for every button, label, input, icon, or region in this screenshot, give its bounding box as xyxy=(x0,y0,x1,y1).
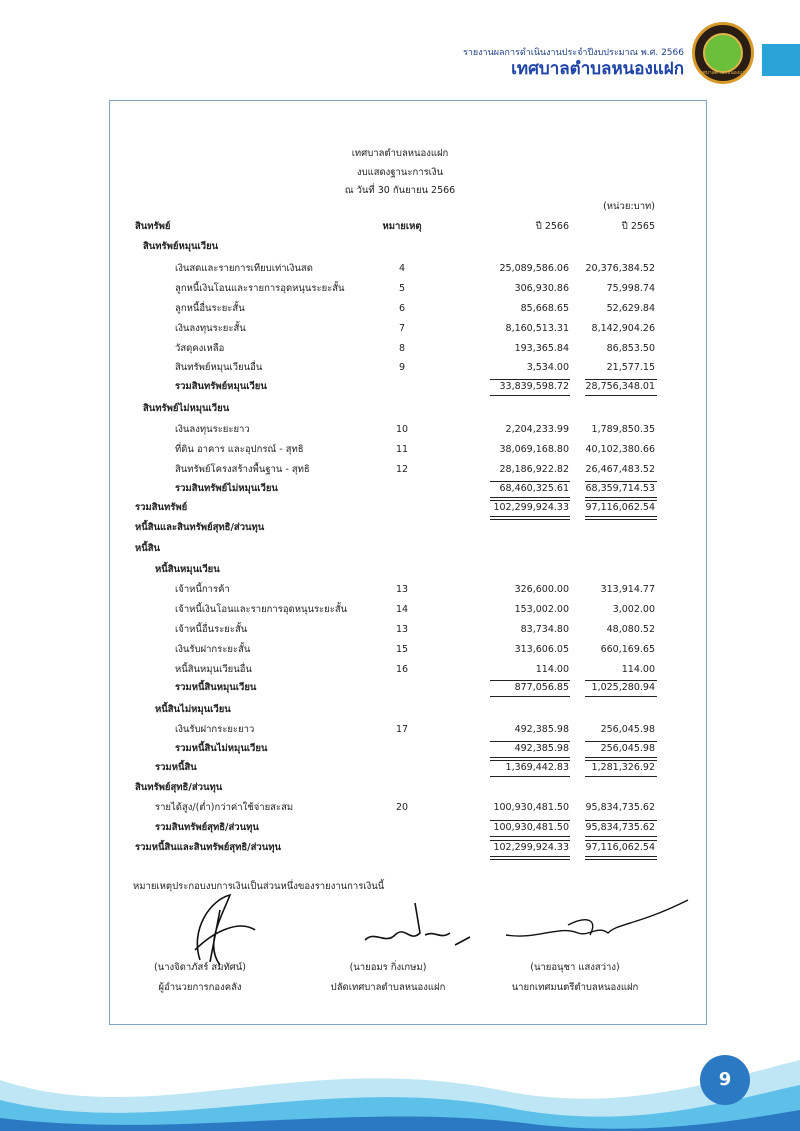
row-value-2566: 1,369,442.83 xyxy=(505,762,569,773)
statement-row xyxy=(0,603,800,617)
statement-title-date: ณ วันที่ 30 กันยายน 2566 xyxy=(344,185,456,196)
row-value-2565: 97,116,062.54 xyxy=(585,842,655,853)
row-value-2566: 83,734.80 xyxy=(520,624,569,635)
subtotal-rule xyxy=(490,379,570,380)
row-label: ลูกหนี้เงินโอนและรายการอุดหนุนระยะสั้น xyxy=(175,283,345,294)
page-number: 9 xyxy=(700,1055,750,1105)
row-label: รวมสินทรัพย์หมุนเวียน xyxy=(175,381,267,392)
row-label: รวมสินทรัพย์ไม่หมุนเวียน xyxy=(175,483,278,494)
row-note: 11 xyxy=(395,444,409,455)
row-value-2565: 48,080.52 xyxy=(606,624,655,635)
statement-row xyxy=(0,761,800,775)
row-label: เงินลงทุนระยะสั้น xyxy=(175,323,246,334)
subtotal-rule xyxy=(490,840,570,841)
statement-row xyxy=(0,663,800,677)
subtotal-rule xyxy=(585,481,657,482)
row-note: 13 xyxy=(395,584,409,595)
row-value-2565: 8,142,904.26 xyxy=(591,323,655,334)
row-value-2565: 20,376,384.52 xyxy=(585,263,655,274)
statement-row xyxy=(0,623,800,637)
col-header-note: หมายเหตุ xyxy=(382,221,422,232)
statement-row xyxy=(0,583,800,597)
subtotal-rule xyxy=(585,379,657,380)
row-value-2566: 102,299,924.33 xyxy=(493,842,569,853)
total-rule xyxy=(490,757,570,758)
statement-row xyxy=(0,302,800,316)
statement-row xyxy=(0,463,800,477)
signatory-2-title: ปลัดเทศบาลตำบลหนองแฝก xyxy=(330,982,446,993)
subtotal-rule xyxy=(490,500,570,501)
row-value-2566: 25,089,586.06 xyxy=(499,263,569,274)
statement-row xyxy=(0,521,800,535)
statement-row xyxy=(0,402,800,416)
statement-row xyxy=(0,262,800,276)
statement-row xyxy=(0,322,800,336)
row-note: 16 xyxy=(395,664,409,675)
row-label: รวมสินทรัพย์ xyxy=(135,502,188,513)
signatory-2-name: (นายอมร กิ่งเกษม) xyxy=(349,962,427,973)
total-rule xyxy=(490,776,570,777)
row-note: 15 xyxy=(395,644,409,655)
subtotal-rule xyxy=(490,760,570,761)
statement-row xyxy=(0,723,800,737)
statement-row xyxy=(0,380,800,394)
statement-row xyxy=(0,563,800,577)
row-value-2566: 33,839,598.72 xyxy=(499,381,569,392)
statement-row xyxy=(0,240,800,254)
row-value-2566: 3,534.00 xyxy=(526,362,569,373)
row-label: เงินรับฝากระยะยาว xyxy=(175,724,255,735)
row-label: หนี้สินไม่หมุนเวียน xyxy=(155,704,231,715)
row-value-2565: 28,756,348.01 xyxy=(585,381,655,392)
subtotal-rule xyxy=(490,481,570,482)
statement-row xyxy=(0,443,800,457)
statement-row xyxy=(0,681,800,695)
row-label: หนี้สินและสินทรัพย์สุทธิ/ส่วนทุน xyxy=(135,522,265,533)
row-value-2566: 326,600.00 xyxy=(514,584,569,595)
row-value-2566: 492,385.98 xyxy=(514,743,569,754)
row-value-2566: 492,385.98 xyxy=(514,724,569,735)
row-label: หนี้สินหมุนเวียน xyxy=(155,564,220,575)
row-value-2565: 1,789,850.35 xyxy=(591,424,655,435)
row-value-2566: 100,930,481.50 xyxy=(493,822,569,833)
unit-label: (หน่วย:บาท) xyxy=(603,201,655,212)
row-value-2566: 102,299,924.33 xyxy=(493,502,569,513)
row-label: สินทรัพย์โครงสร้างพื้นฐาน - สุทธิ xyxy=(175,464,310,475)
row-label: ลูกหนี้อื่นระยะสั้น xyxy=(175,303,245,314)
total-rule xyxy=(585,516,657,517)
row-note: 7 xyxy=(398,323,406,334)
row-label: เงินลงทุนระยะยาว xyxy=(175,424,250,435)
row-note: 20 xyxy=(395,802,409,813)
column-header-row xyxy=(0,220,800,234)
row-label: สินทรัพย์หมุนเวียนอื่น xyxy=(175,362,263,373)
subtotal-rule xyxy=(585,741,657,742)
row-label: เงินสดและรายการเทียบเท่าเงินสด xyxy=(175,263,313,274)
col-header-item: สินทรัพย์ xyxy=(135,221,171,232)
row-label: สินทรัพย์หมุนเวียน xyxy=(143,241,219,252)
row-value-2566: 8,160,513.31 xyxy=(505,323,569,334)
statement-row xyxy=(0,801,800,815)
statement-row xyxy=(0,841,800,855)
statement-row xyxy=(0,423,800,437)
statement-title-name: งบแสดงฐานะการเงิน xyxy=(356,167,444,178)
signatory-3-title: นายกเทศมนตรีตำบลหนองแฝก xyxy=(511,982,639,993)
row-value-2565: 1,025,280.94 xyxy=(591,682,655,693)
statement-row xyxy=(0,703,800,717)
row-note: 17 xyxy=(395,724,409,735)
total-rule xyxy=(585,696,657,697)
row-value-2566: 28,186,922.82 xyxy=(499,464,569,475)
row-note: 5 xyxy=(398,283,406,294)
statement-row xyxy=(0,781,800,795)
header-accent-tab xyxy=(762,44,800,76)
row-value-2565: 40,102,380.66 xyxy=(585,444,655,455)
subtotal-rule xyxy=(585,820,657,821)
row-value-2565: 26,467,483.52 xyxy=(585,464,655,475)
row-value-2566: 153,002.00 xyxy=(514,604,569,615)
row-value-2565: 256,045.98 xyxy=(600,743,655,754)
subtotal-rule xyxy=(585,840,657,841)
statement-row xyxy=(0,542,800,556)
row-value-2565: 86,853.50 xyxy=(606,343,655,354)
double-total-rule xyxy=(490,859,570,860)
statement-row xyxy=(0,501,800,515)
signatory-1-name: (นางจิดาภัสร์ สมทัศน์) xyxy=(154,962,246,973)
row-label: หนี้สินหมุนเวียนอื่น xyxy=(175,664,252,675)
row-note: 12 xyxy=(395,464,409,475)
statement-title-org: เทศบาลตำบลหนองแฝก xyxy=(351,148,449,159)
row-label: รวมหนี้สินและสินทรัพย์สุทธิ/ส่วนทุน xyxy=(135,842,281,853)
subtotal-rule xyxy=(585,680,657,681)
municipality-seal xyxy=(692,22,754,84)
statement-row xyxy=(0,643,800,657)
statement-row xyxy=(0,742,800,756)
row-label: รายได้สูง/(ต่ำ)กว่าค่าใช้จ่ายสะสม xyxy=(155,802,294,813)
row-value-2565: 256,045.98 xyxy=(600,724,655,735)
subtotal-rule xyxy=(585,500,657,501)
row-value-2565: 75,998.74 xyxy=(606,283,655,294)
subtotal-rule xyxy=(585,760,657,761)
row-label: เงินรับฝากระยะสั้น xyxy=(175,644,251,655)
row-value-2565: 114.00 xyxy=(621,664,655,675)
row-value-2565: 1,281,326.92 xyxy=(591,762,655,773)
col-header-2566: ปี 2566 xyxy=(535,221,569,232)
seal-text: เทศบาลตำบลหนองแฝก xyxy=(697,70,749,76)
total-rule xyxy=(585,757,657,758)
row-value-2566: 38,069,168.80 xyxy=(499,444,569,455)
row-value-2565: 660,169.65 xyxy=(600,644,655,655)
footnote: หมายเหตุประกอบงบการเงินเป็นส่วนหนึ่งของรายงานการเงินนี้ xyxy=(133,881,385,892)
row-note: 10 xyxy=(395,424,409,435)
unit-row xyxy=(0,200,800,214)
total-rule xyxy=(490,836,570,837)
row-label: ที่ดิน อาคาร และอุปกรณ์ - สุทธิ xyxy=(175,444,304,455)
row-value-2566: 2,204,233.99 xyxy=(505,424,569,435)
statement-row xyxy=(0,282,800,296)
row-label: เจ้าหนี้การค้า xyxy=(175,584,230,595)
row-label: วัสดุคงเหลือ xyxy=(175,343,225,354)
row-value-2566: 100,930,481.50 xyxy=(493,802,569,813)
double-total-rule xyxy=(585,859,657,860)
signature-2-mark xyxy=(355,895,475,955)
row-value-2566: 306,930.86 xyxy=(514,283,569,294)
row-label: รวมหนี้สินหมุนเวียน xyxy=(175,682,257,693)
row-value-2565: 95,834,735.62 xyxy=(585,802,655,813)
row-note: 13 xyxy=(395,624,409,635)
row-label: รวมสินทรัพย์สุทธิ/ส่วนทุน xyxy=(155,822,259,833)
total-rule xyxy=(490,497,570,498)
row-note: 4 xyxy=(398,263,406,274)
signature-3-mark xyxy=(498,895,698,955)
subtotal-rule xyxy=(490,820,570,821)
footer-wave-decoration xyxy=(0,1040,800,1131)
row-value-2566: 877,056.85 xyxy=(514,682,569,693)
row-label: สินทรัพย์สุทธิ/ส่วนทุน xyxy=(135,782,223,793)
row-value-2566: 85,668.65 xyxy=(520,303,569,314)
total-rule xyxy=(490,395,570,396)
row-value-2566: 313,606.05 xyxy=(514,644,569,655)
row-label: สินทรัพย์ไม่หมุนเวียน xyxy=(143,403,230,414)
total-rule xyxy=(585,395,657,396)
row-note: 9 xyxy=(398,362,406,373)
row-value-2566: 114.00 xyxy=(535,664,569,675)
total-rule xyxy=(585,836,657,837)
row-value-2566: 193,365.84 xyxy=(514,343,569,354)
footnote-row xyxy=(0,880,800,894)
subtotal-rule xyxy=(490,741,570,742)
signatory-3-name: (นายอนุชา แสงสว่าง) xyxy=(530,962,620,973)
report-subtitle: รายงานผลการดำเนินงานประจำปีงบประมาณ พ.ศ. 2566 xyxy=(462,48,684,58)
statement-row xyxy=(0,482,800,496)
row-label: รวมหนี้สินไม่หมุนเวียน xyxy=(175,743,268,754)
total-rule xyxy=(490,696,570,697)
row-value-2565: 313,914.77 xyxy=(600,584,655,595)
row-value-2566: 68,460,325.61 xyxy=(499,483,569,494)
total-rule xyxy=(585,497,657,498)
statement-row xyxy=(0,361,800,375)
org-title: เทศบาลตำบลหนองแฝก xyxy=(511,59,684,79)
row-value-2565: 3,002.00 xyxy=(612,604,655,615)
total-rule xyxy=(585,776,657,777)
double-total-rule xyxy=(585,519,657,520)
row-label: เจ้าหนี้อื่นระยะสั้น xyxy=(175,624,248,635)
row-value-2565: 95,834,735.62 xyxy=(585,822,655,833)
subtotal-rule xyxy=(490,680,570,681)
statement-row xyxy=(0,821,800,835)
row-value-2565: 21,577.15 xyxy=(606,362,655,373)
row-note: 8 xyxy=(398,343,406,354)
total-rule xyxy=(490,856,570,857)
row-label: เจ้าหนี้เงินโอนและรายการอุดหนุนระยะสั้น xyxy=(175,604,348,615)
row-label: รวมหนี้สิน xyxy=(155,762,197,773)
total-rule xyxy=(585,856,657,857)
double-total-rule xyxy=(490,519,570,520)
signature-1-mark xyxy=(160,890,270,970)
row-value-2565: 68,359,714.53 xyxy=(585,483,655,494)
col-header-2565: ปี 2565 xyxy=(621,221,655,232)
total-rule xyxy=(490,516,570,517)
seal-emblem-icon xyxy=(703,33,743,73)
row-label: หนี้สิน xyxy=(135,543,161,554)
row-note: 6 xyxy=(398,303,406,314)
statement-row xyxy=(0,342,800,356)
signatory-1-title: ผู้อำนวยการกองคลัง xyxy=(158,982,242,993)
row-note: 14 xyxy=(395,604,409,615)
row-value-2565: 52,629.84 xyxy=(606,303,655,314)
row-value-2565: 97,116,062.54 xyxy=(585,502,655,513)
